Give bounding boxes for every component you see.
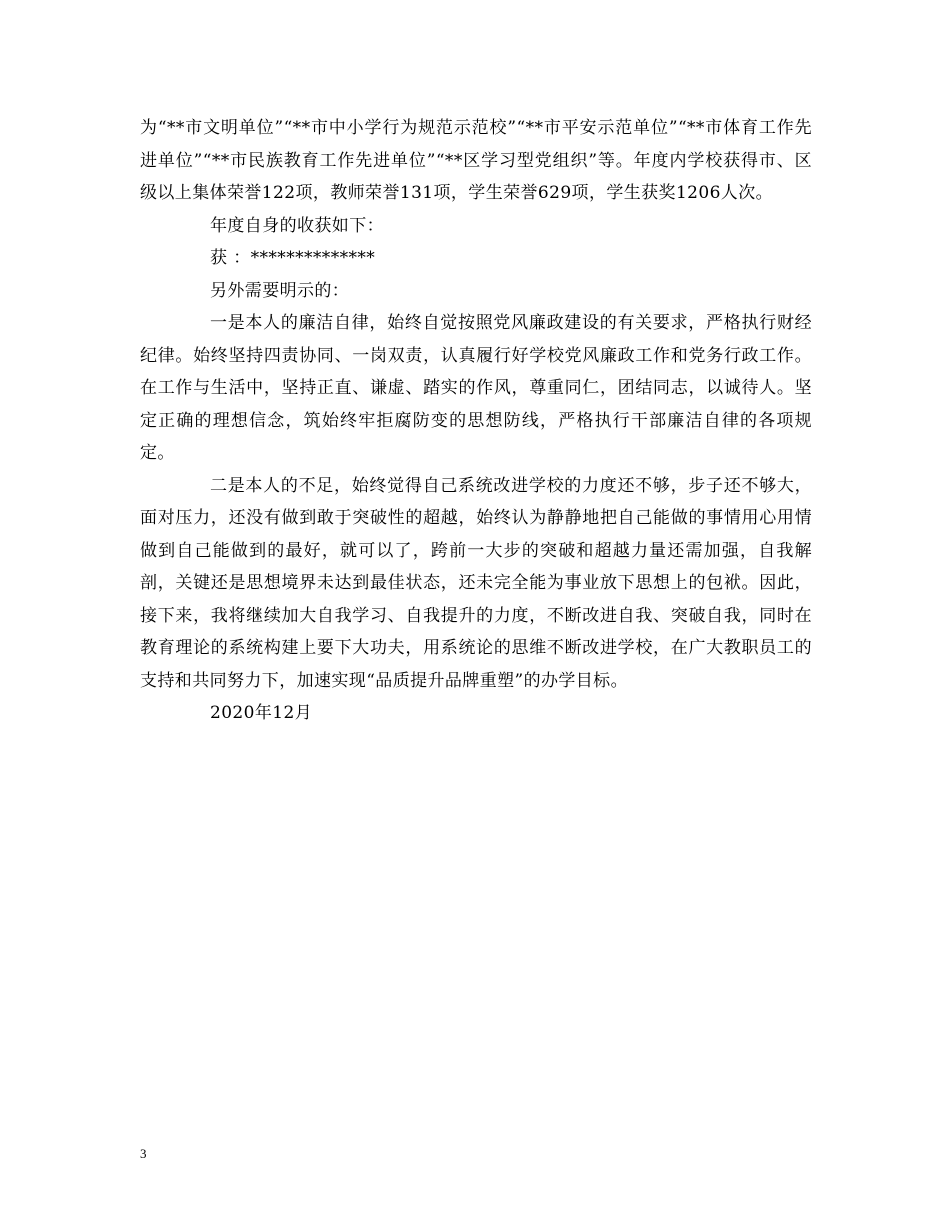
paragraph-gains-heading: 年度自身的收获如下： <box>210 215 384 236</box>
paragraph-notes-heading: 另外需要明示的： <box>210 280 350 301</box>
paragraph-date: 2020年12月 <box>210 703 313 723</box>
paragraph-gains-item: 获 ：************** <box>210 248 376 268</box>
page-number: 3 <box>140 1146 147 1161</box>
paragraph-integrity: 一是本人的廉洁自律，始终自觉按照党风廉政建设的有关要求，严格执行财经纪律。始终坚持四责协同、一岗双责，认真履行好学校党风廉政工作和党务行政工作。在工作与生活中，坚持正直、谦虚、踏实的作风，尊重同仁，团结同志，以诚待人。坚定正确的理想信念，筑始终牢拒腐防变的思想防线，严格执行干部廉洁自律的各项规定。 <box>140 313 812 463</box>
paragraph-shortcomings: 二是本人的不足，始终觉得自己系统改进学校的力度还不够，步子还不够大，面对压力，还没有做到敢于突破性的超越，始终认为静静地把自己能做的事情用心用情做到自己能做到的最好，就可以了，跨前一大步的突破和超越力量还需加强，自我解剖，关键还是思想境界未达到最佳状态，还未完全能为事业放下思想上的包袱。因此，接下来，我将继续加大自我学习、自我提升的力度，不断改进自我、突破自我，同时在教育理论的系统构建上要下大功夫，用系统论的思维不断改进学校，在广大教职员工的支持和共同努力下，加速实现“品质提升品牌重塑”的办学目标。 <box>140 475 812 691</box>
document-body <box>140 112 812 730</box>
paragraph-honors: 为“**市文明单位”“**市中小学行为规范示范校”“**市平安示范单位”“**市体育工作先进单位”“**市民族教育工作先进单位”“**区学习型党组织”等。年度内学校获得市、区级以上集体荣誉122项，教师荣誉131项，学生荣誉629项，学生获奖1206人次。 <box>140 118 812 203</box>
